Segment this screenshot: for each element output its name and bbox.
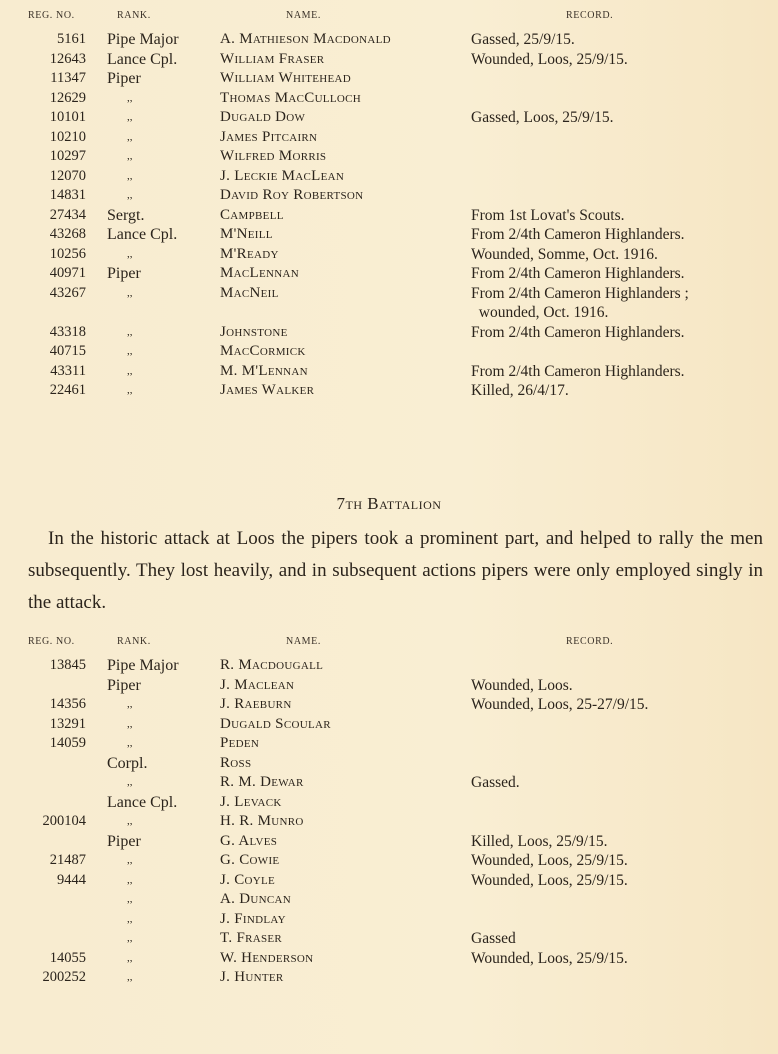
table-row xyxy=(0,754,778,774)
table-header xyxy=(0,636,778,656)
reg-no-cell: 10297 xyxy=(49,148,86,164)
record-cell: Wounded, Loos, 25-27/9/15. xyxy=(471,696,649,713)
table-row xyxy=(0,929,778,949)
table-row xyxy=(0,206,778,226)
reg-no-cell: 200252 xyxy=(42,969,86,985)
name-cell: James Pitcairn xyxy=(220,128,318,145)
table-row xyxy=(0,381,778,401)
reg-no-cell: 13845 xyxy=(49,657,86,673)
header-name: NAME. xyxy=(286,10,321,21)
name-cell: Thomas MacCulloch xyxy=(220,89,361,106)
table-row xyxy=(0,284,778,323)
reg-no-cell: 5161 xyxy=(57,31,86,47)
name-cell: Peden xyxy=(220,735,260,751)
rank-cell: ,, xyxy=(127,776,133,788)
reg-no-cell: 43318 xyxy=(49,323,86,340)
reg-no-cell: 40715 xyxy=(49,343,86,359)
name-cell: Campbell xyxy=(220,206,284,223)
table-row xyxy=(0,186,778,206)
table-row xyxy=(0,793,778,813)
table-row xyxy=(0,245,778,265)
rank-cell: ,, xyxy=(127,893,133,905)
name-cell: R. Macdougall xyxy=(220,657,324,673)
name-cell: Dugald Scoular xyxy=(220,715,331,732)
intro-paragraph: In the historic attack at Loos the pipers took a prominent part, and helped to rally the men subsequently. They lost heavily, and in subsequent actions pipers were only employed singly in the attack. xyxy=(28,528,763,613)
record-cell: Killed, Loos, 25/9/15. xyxy=(471,832,608,850)
header-rank: RANK. xyxy=(117,10,151,21)
header-reg-no: REG. NO. xyxy=(28,636,75,647)
header-reg-no: REG. NO. xyxy=(28,10,75,21)
table-row xyxy=(0,656,778,676)
rank-cell: Lance Cpl. xyxy=(107,793,178,811)
name-cell: J. Leckie MacLean xyxy=(220,167,345,184)
table-row xyxy=(0,949,778,969)
table-row xyxy=(0,695,778,715)
reg-no-cell: 40971 xyxy=(49,265,86,281)
header-record: RECORD. xyxy=(566,10,614,21)
rank-cell: ,, xyxy=(127,384,133,396)
name-cell: Wilfred Morris xyxy=(220,148,327,164)
header-record: RECORD. xyxy=(566,636,614,647)
name-cell: G. Alves xyxy=(220,832,278,849)
table-row xyxy=(0,108,778,128)
rank-cell: ,, xyxy=(127,698,133,710)
name-cell: J. Raeburn xyxy=(220,696,292,712)
rank-cell: ,, xyxy=(127,169,133,182)
name-cell: James Walker xyxy=(220,382,315,398)
reg-no-cell: 14055 xyxy=(49,949,86,966)
table-body xyxy=(0,656,778,988)
record-cell: From 2/4th Cameron Highlanders. xyxy=(471,265,685,282)
rank-cell: ,, xyxy=(127,737,133,749)
rank-cell: Corpl. xyxy=(107,754,148,772)
table-row xyxy=(0,30,778,50)
reg-no-cell: 12643 xyxy=(49,50,86,67)
name-cell: J. Maclean xyxy=(220,676,295,693)
table-row xyxy=(0,264,778,284)
rank-cell: ,, xyxy=(127,912,133,925)
record-cell: Gassed. xyxy=(471,774,520,791)
roster-table-section-1 xyxy=(0,10,778,401)
record-cell: Wounded, Somme, Oct. 1916. xyxy=(471,245,658,263)
record-cell: Gassed, 25/9/15. xyxy=(471,31,575,48)
name-cell: G. Cowie xyxy=(220,852,280,868)
table-body xyxy=(0,30,778,401)
rank-cell: ,, xyxy=(127,286,133,299)
reg-no-cell: 200104 xyxy=(42,813,86,829)
header-name: NAME. xyxy=(286,636,321,647)
rank-cell: ,, xyxy=(127,951,133,964)
rank-cell: Piper xyxy=(107,265,141,282)
name-cell: T. Fraser xyxy=(220,930,283,946)
table-row xyxy=(0,968,778,988)
table-row xyxy=(0,50,778,70)
name-cell: Ross xyxy=(220,754,252,771)
table-row xyxy=(0,89,778,109)
record-cell: From 2/4th Cameron Highlanders. xyxy=(471,362,685,380)
table-row xyxy=(0,362,778,382)
name-cell: A. Mathieson Macdonald xyxy=(220,31,391,47)
rank-cell: ,, xyxy=(127,247,133,260)
name-cell: William Fraser xyxy=(220,50,325,67)
table-row xyxy=(0,773,778,793)
reg-no-cell: 14059 xyxy=(49,735,86,751)
rank-cell: Piper xyxy=(107,832,141,850)
reg-no-cell: 13291 xyxy=(49,715,86,732)
table-row xyxy=(0,871,778,891)
name-cell: M. M'Lennan xyxy=(220,362,308,379)
reg-no-cell: 21487 xyxy=(49,852,86,868)
rank-cell: Lance Cpl. xyxy=(107,226,178,243)
record-cell: From 2/4th Cameron Highlanders. xyxy=(471,323,685,341)
table-row xyxy=(0,225,778,245)
name-cell: J. Coyle xyxy=(220,871,276,888)
name-cell: J. Levack xyxy=(220,793,282,810)
rank-cell: ,, xyxy=(127,111,133,123)
name-cell: J. Findlay xyxy=(220,910,286,927)
name-cell: J. Hunter xyxy=(220,969,284,985)
record-cell: Wounded, Loos, 25/9/15. xyxy=(471,50,628,68)
reg-no-cell: 27434 xyxy=(49,206,86,223)
reg-no-cell: 43268 xyxy=(49,226,86,242)
record-cell: From 2/4th Cameron Highlanders ; wounded, Oct. 1916. xyxy=(471,284,689,321)
rank-cell: ,, xyxy=(127,717,133,730)
reg-no-cell: 12629 xyxy=(49,89,86,106)
record-cell: Wounded, Loos, 25/9/15. xyxy=(471,949,628,967)
table-row xyxy=(0,832,778,852)
table-row xyxy=(0,812,778,832)
rank-cell: ,, xyxy=(127,364,133,377)
reg-no-cell: 10210 xyxy=(49,128,86,145)
rank-cell: ,, xyxy=(127,130,133,143)
name-cell: H. R. Munro xyxy=(220,813,304,829)
rank-cell: ,, xyxy=(127,325,133,338)
name-cell: MacLennan xyxy=(220,265,299,281)
rank-cell: Pipe Major xyxy=(107,657,179,674)
name-cell: M'Ready xyxy=(220,245,279,262)
reg-no-cell: 43267 xyxy=(49,284,86,301)
record-cell: From 2/4th Cameron Highlanders. xyxy=(471,226,685,243)
rank-cell: ,, xyxy=(127,854,133,866)
table-row xyxy=(0,69,778,89)
rank-cell: Lance Cpl. xyxy=(107,50,178,68)
name-cell: MacNeil xyxy=(220,284,279,301)
rank-cell: ,, xyxy=(127,873,133,886)
reg-no-cell: 14356 xyxy=(49,696,86,712)
reg-no-cell: 12070 xyxy=(49,167,86,184)
reg-no-cell: 43311 xyxy=(50,362,86,379)
reg-no-cell: 14831 xyxy=(49,187,86,203)
record-cell: Wounded, Loos. xyxy=(471,676,573,694)
name-cell: David Roy Robertson xyxy=(220,187,364,203)
record-cell: Gassed xyxy=(471,930,516,947)
rank-cell: Pipe Major xyxy=(107,31,179,48)
rank-cell: Piper xyxy=(107,676,141,694)
reg-no-cell: 9444 xyxy=(57,871,86,888)
name-cell: W. Henderson xyxy=(220,949,314,966)
rank-cell: ,, xyxy=(127,150,133,162)
table-row xyxy=(0,128,778,148)
reg-no-cell: 11347 xyxy=(50,70,86,86)
reg-no-cell: 22461 xyxy=(49,382,86,398)
reg-no-cell: 10101 xyxy=(49,109,86,125)
name-cell: A. Duncan xyxy=(220,891,291,907)
rank-cell: Piper xyxy=(107,70,141,87)
record-cell: Killed, 26/4/17. xyxy=(471,382,569,399)
battalion-heading: 7th Battalion xyxy=(336,494,442,513)
record-cell: Wounded, Loos, 25/9/15. xyxy=(471,871,628,889)
rank-cell: ,, xyxy=(127,971,133,983)
table-row xyxy=(0,147,778,167)
table-row xyxy=(0,323,778,343)
table-row xyxy=(0,851,778,871)
reg-no-cell: 10256 xyxy=(49,245,86,262)
header-rank: RANK. xyxy=(117,636,151,647)
table-row xyxy=(0,167,778,187)
name-cell: MacCormick xyxy=(220,343,306,359)
table-row xyxy=(0,910,778,930)
name-cell: M'Neill xyxy=(220,226,273,242)
table-row xyxy=(0,342,778,362)
rank-cell: ,, xyxy=(127,91,133,104)
table-row xyxy=(0,715,778,735)
name-cell: Johnstone xyxy=(220,323,288,340)
record-cell: From 1st Lovat's Scouts. xyxy=(471,206,625,224)
name-cell: William Whitehead xyxy=(220,70,351,86)
table-row xyxy=(0,676,778,696)
name-cell: R. M. Dewar xyxy=(220,774,304,790)
table-row xyxy=(0,890,778,910)
rank-cell: ,, xyxy=(127,345,133,357)
rank-cell: ,, xyxy=(127,189,133,201)
record-cell: Wounded, Loos, 25/9/15. xyxy=(471,852,628,869)
name-cell: Dugald Dow xyxy=(220,109,306,125)
roster-table-section-2 xyxy=(0,636,778,988)
table-row xyxy=(0,734,778,754)
rank-cell: ,, xyxy=(127,815,133,827)
table-header xyxy=(0,10,778,30)
record-cell: Gassed, Loos, 25/9/15. xyxy=(471,109,614,126)
rank-cell: Sergt. xyxy=(107,206,145,224)
rank-cell: ,, xyxy=(127,932,133,944)
